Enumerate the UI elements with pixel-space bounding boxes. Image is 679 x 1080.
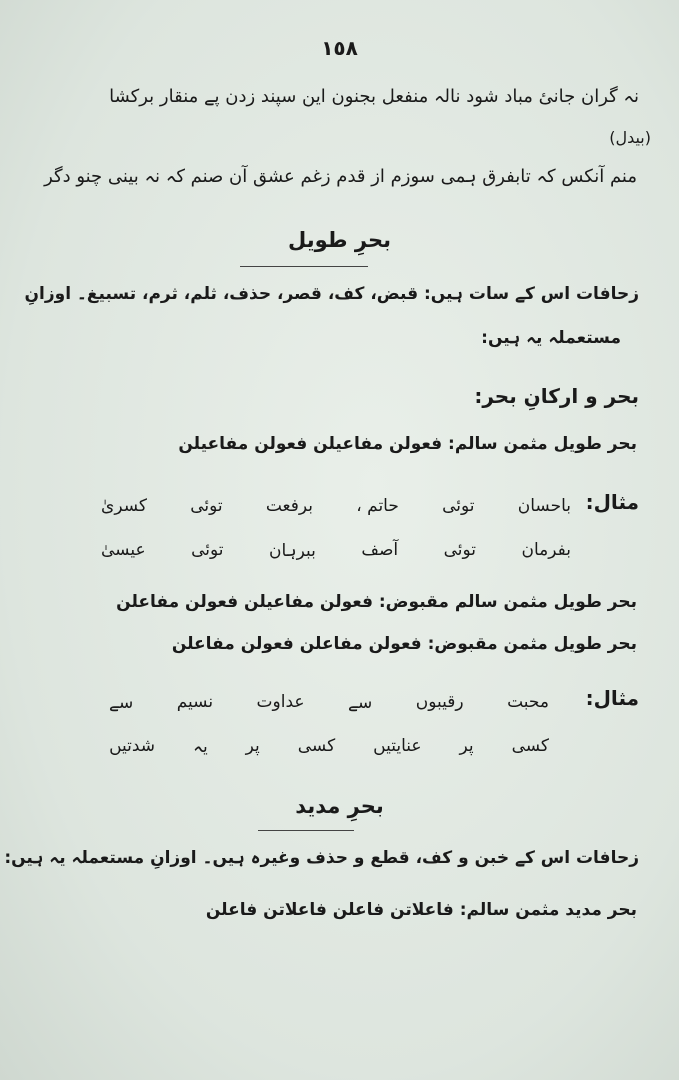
example-word: حاتم ، xyxy=(356,496,399,516)
example-1-row-1 xyxy=(101,496,571,516)
example-word: پر xyxy=(459,736,474,756)
heading-underline xyxy=(258,830,354,831)
example-word: سے xyxy=(109,693,134,713)
example-word: توئی xyxy=(442,496,475,516)
example-label-2: مثال: xyxy=(585,686,639,710)
example-word: عنایتیں xyxy=(373,736,422,756)
example-word: کسریٰ xyxy=(101,496,147,516)
example-word: رقیبوں xyxy=(415,692,464,712)
example-word: شدتیں xyxy=(109,736,156,756)
example-word: سے xyxy=(348,693,373,713)
zihafat-line-1: زحافات اس کے سات ہیں: قبض، کف، قصر، حذف، ثلم، ثرم، تسبیغ۔ اوزانِ xyxy=(24,284,639,304)
example-word: آصف xyxy=(361,540,399,560)
example-word: توئی xyxy=(190,496,223,516)
heading-underline xyxy=(240,266,368,267)
meter-madeed-salim: بحر مدید مثمن سالم: فاعلاتن فاعلن فاعلاتن فاعلن xyxy=(205,900,637,920)
example-word: عیسیٰ xyxy=(101,540,146,560)
example-word: ببرہان xyxy=(269,541,316,561)
zihafat-line-2: مستعملہ یہ ہیں: xyxy=(481,328,621,348)
example-word: توئی xyxy=(191,540,224,560)
example-word: پر xyxy=(245,736,260,756)
example-word: باحسان xyxy=(517,496,571,516)
example-label-1: مثال: xyxy=(585,490,639,514)
zihafat-madeed: زحافات اس کے خبن و کف، قطع و حذف وغیرہ ہیں۔ اوزانِ مستعملہ یہ ہیں: xyxy=(4,848,639,868)
subheading-arkan: بحر و ارکانِ بحر: xyxy=(474,384,639,408)
opening-verse-line-1: نہ گران جانیٔ مباد شود نالہ منفعل بجنون این سپند زدن پے منقار برکشا xyxy=(109,86,639,107)
example-word: توئی xyxy=(443,540,477,560)
meter-tawil-salim: بحر طویل مثمن سالم: فعولن مفاعیلن فعولن مفاعیلن xyxy=(178,434,637,454)
example-word: بفرمان xyxy=(521,540,571,560)
section-heading-bahr-e-tawil: بحرِ طویل xyxy=(288,228,391,252)
example-1-row-2 xyxy=(101,540,571,561)
section-heading-bahr-e-madeed: بحرِ مدید xyxy=(295,794,384,818)
example-word: نسیم xyxy=(176,692,214,712)
example-2-row-2 xyxy=(109,736,549,757)
page-number: ١٥٨ xyxy=(321,36,358,60)
example-word: کسی xyxy=(511,736,549,756)
example-word: کسی xyxy=(297,736,336,756)
example-word: عداوت xyxy=(256,692,305,712)
meter-tawil-salim-maqbooz: بحر طویل مثمن سالم مقبوض: فعولن مفاعیلن فعولن مفاعلن xyxy=(116,592,637,612)
example-word: یہ xyxy=(193,737,208,757)
meter-tawil-maqbooz: بحر طویل مثمن مقبوض: فعولن مفاعلن فعولن مفاعلن xyxy=(171,634,637,654)
example-2-row-1 xyxy=(109,692,549,713)
example-word: محبت xyxy=(507,692,549,712)
example-word: برفعت xyxy=(265,496,313,516)
verse-attribution: (بیدل) xyxy=(609,128,651,147)
opening-verse-line-2: منم آنکس کہ تابفرق ہمی سوزم از قدم زغم عشق آن صنم کہ نہ بینی چنو دگر xyxy=(44,166,637,187)
